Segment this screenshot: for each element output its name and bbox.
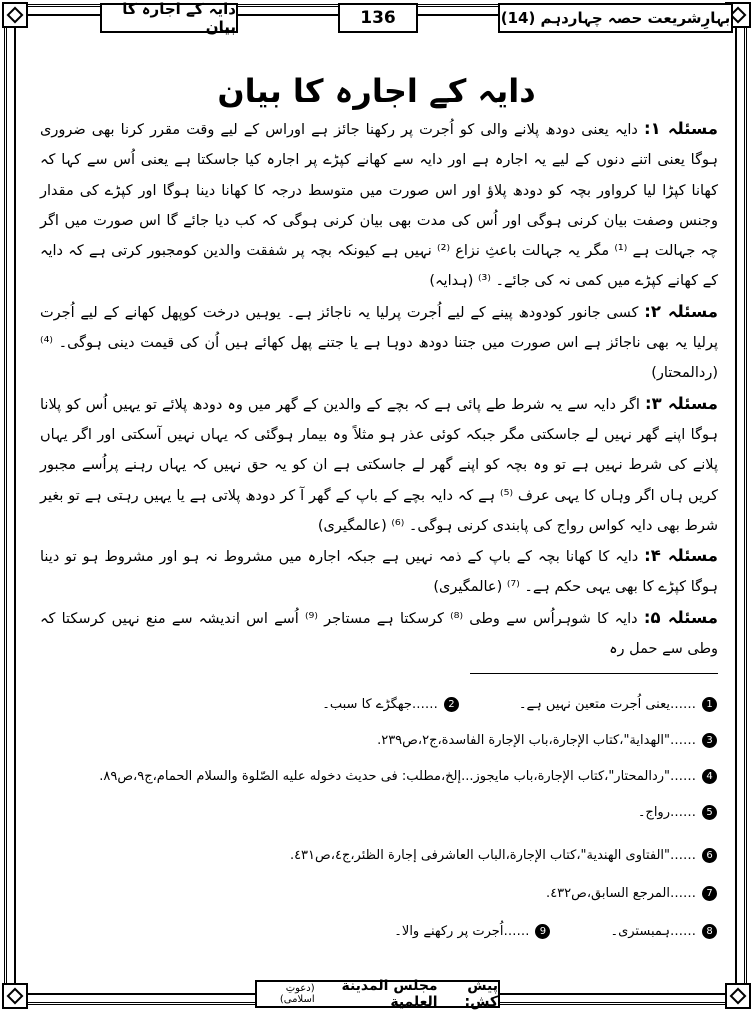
footnote-text: ……"الهداية"،كتاب الإجارة،باب الإجارة الفاسدة،ج٢،ص٢٣٩. [377,733,696,748]
footnote-number: 5 [702,805,717,820]
footnote-text: ……المرجع السابق،ص٤٣٢. [546,886,696,901]
footnote-number: 4 [702,769,717,784]
footnote-number: 2 [444,697,459,712]
footnote-number: 1 [702,697,717,712]
masala-text: دایہ کا شوہراُس سے وطی ⁽⁸⁾ کرسکتا ہے مستاجر ⁽⁹⁾ اُسے اس اندیشہ سے منع نہیں کرسکتا کہ وطی سے حمل رہ [40,610,718,658]
footnote-number: 3 [702,733,717,748]
footnote-number: 6 [702,848,717,863]
footnote-text: ……"ردالمحتار"،كتاب الإجارة،باب مايجوز...إلخ،مطلب: فی حديث دخوله عليه الصّلوة والسلام الحمام،ج٩،ص٨٩. [99,769,696,784]
footnote-number: 8 [702,924,717,939]
masala-label: مسئلہ ۳: [644,393,719,413]
header-chapter-title: دایہ کے اجارہ کا بیان [100,3,238,33]
masala-text: دایہ کا کھانا بچہ کے باپ کے ذمہ نہیں ہے جبکہ اجارہ میں مشروط نہ ہو اور مشروط ہو تو دینا ہوگا کپڑے کا بھی یہی حکم ہے۔ ⁽⁷⁾ (عالمگیری) [40,549,718,596]
masala-1 [40,114,718,297]
masala-label: مسئلہ ۲: [644,301,719,321]
footnote-text: ……اُجرت پر رکھنے والا۔ [394,924,530,939]
footnote-text: ……"الفتاوى الهندية"،كتاب الإجارة،الباب العاشرفى إجارة الظئر،ج٤،ص٤٣١. [289,848,696,863]
masala-5 [40,603,718,665]
footnote-row [36,769,717,784]
main-text [40,114,718,664]
masala-text: کسی جانور کودودھ پینے کے لیے اُجرت پرلیا یہ ناجائز ہے۔ یوہیں درخت کوپھل کھانے کے لیے اُجرت پرلیا یہ بھی ناجائز ہے اس صورت میں جتنا دودھ دوہا ہے یا جتنے پھل کھائے ہیں اُن کی قیمت دینی ہوگی۔ ⁽⁴⁾ (ردالمحتار) [40,304,718,382]
header-book-title: بہارِشریعت حصہ چہاردہم (14) [498,3,733,33]
footnote-row [36,886,717,901]
publisher-footer [255,980,500,1008]
page-number: 136 [338,3,418,33]
masala-3 [40,389,718,541]
footnote-text: ……جھگڑے کا سبب۔ [322,697,438,712]
footnote-text: ……ہمبستری۔ [610,924,696,939]
footer-publisher-sub: (دعوتِ اسلامی) [279,983,315,1005]
masala-label: مسئلہ ۵: [643,607,719,627]
masala-label: مسئلہ ۱: [643,119,719,138]
footnote-separator [470,673,718,674]
footer-publisher-name: مجلس المدینة العلمیة [341,978,438,1010]
footnote-row [36,805,717,820]
footnote-row [36,733,717,748]
footnote-row [36,697,717,712]
footnote-row [36,924,717,939]
masala-4 [40,541,718,603]
footnote-number: 7 [702,886,717,901]
page-title: دایہ کے اجارہ کا بیان [217,72,536,110]
corner-ornament-icon [2,2,28,28]
masala-label: مسئلہ ۴: [644,546,719,566]
footnote-text: ……یعنی اُجرت متعین نہیں ہے۔ [518,697,696,712]
footnote-row [36,848,717,863]
footnote-number: 9 [535,924,550,939]
footer-prefix: پیش کش: [464,978,498,1010]
corner-ornament-icon [725,983,751,1009]
footnote-text: ……رواج۔ [637,805,696,820]
masala-text: دایہ یعنی دودھ پلانے والی کو اُجرت پر رکھنا جائز ہے اوراس کے لیے وقت مقرر کرنا بھی ضروری ہوگا یعنی اتنے دنوں کے لیے یہ اجارہ ہے اور دایہ سے کھانے کپڑے پر اجارہ کیا جاسکتا ہے یعنی اُس سے کہا کہ کھانا کپڑا لیا کرواور بچہ کو دودھ پلاؤ اور اس صورت میں متوسط درجہ کا کھانا دینا ہوگا اور کپڑے کی مقدار وجنس وصفت بیان کرنی ہوگی اور اُس کی مدت بھی بیان کرنی ہوگی کہ کب دیا جائے گا اس صورت میں اگر چہ جہالت ہے ⁽¹⁾ مگر یہ جہالت باعثِ نزاع ⁽²⁾ نہیں ہے کیونکہ بچہ پر شفقت والدین کومجبور کرتی ہے کہ دایہ کے کھانے کپڑے میں کمی نہ کی جائے۔ ⁽³⁾ (ہدایہ) [40,122,719,290]
masala-text: اگر دایہ سے یہ شرط طے پائی ہے کہ بچے کے والدین کے گھر میں وہ دودھ پلائے تو یہیں اُس کو پلانا ہوگا اپنے گھر نہیں لے جاسکتی مگر جبکہ کوئی عذر ہو مثلاً وہ بیمار ہوگئی کہ یہاں نہیں آسکتی اور اگر یہاں پلانے کی شرط نہیں ہے تو وہ بچہ کو اپنے گھر لے جاسکتی ہے ان کو یہ حق نہیں کہ یہاں رہنے پراُسے مجبور کریں ہاں اگر وہاں کا یہی عرف ⁽⁵⁾ ہے کہ دایہ بچے کے باپ کے گھر آ کر دودھ پلاتی ہے یا یہیں رہتی ہے تو بغیر شرط بھی دایہ کواس رواج کی پابندی کرنی ہوگی۔ ⁽⁶⁾ (عالمگیری) [40,396,719,534]
masala-2 [40,297,718,389]
corner-ornament-icon [2,983,28,1009]
